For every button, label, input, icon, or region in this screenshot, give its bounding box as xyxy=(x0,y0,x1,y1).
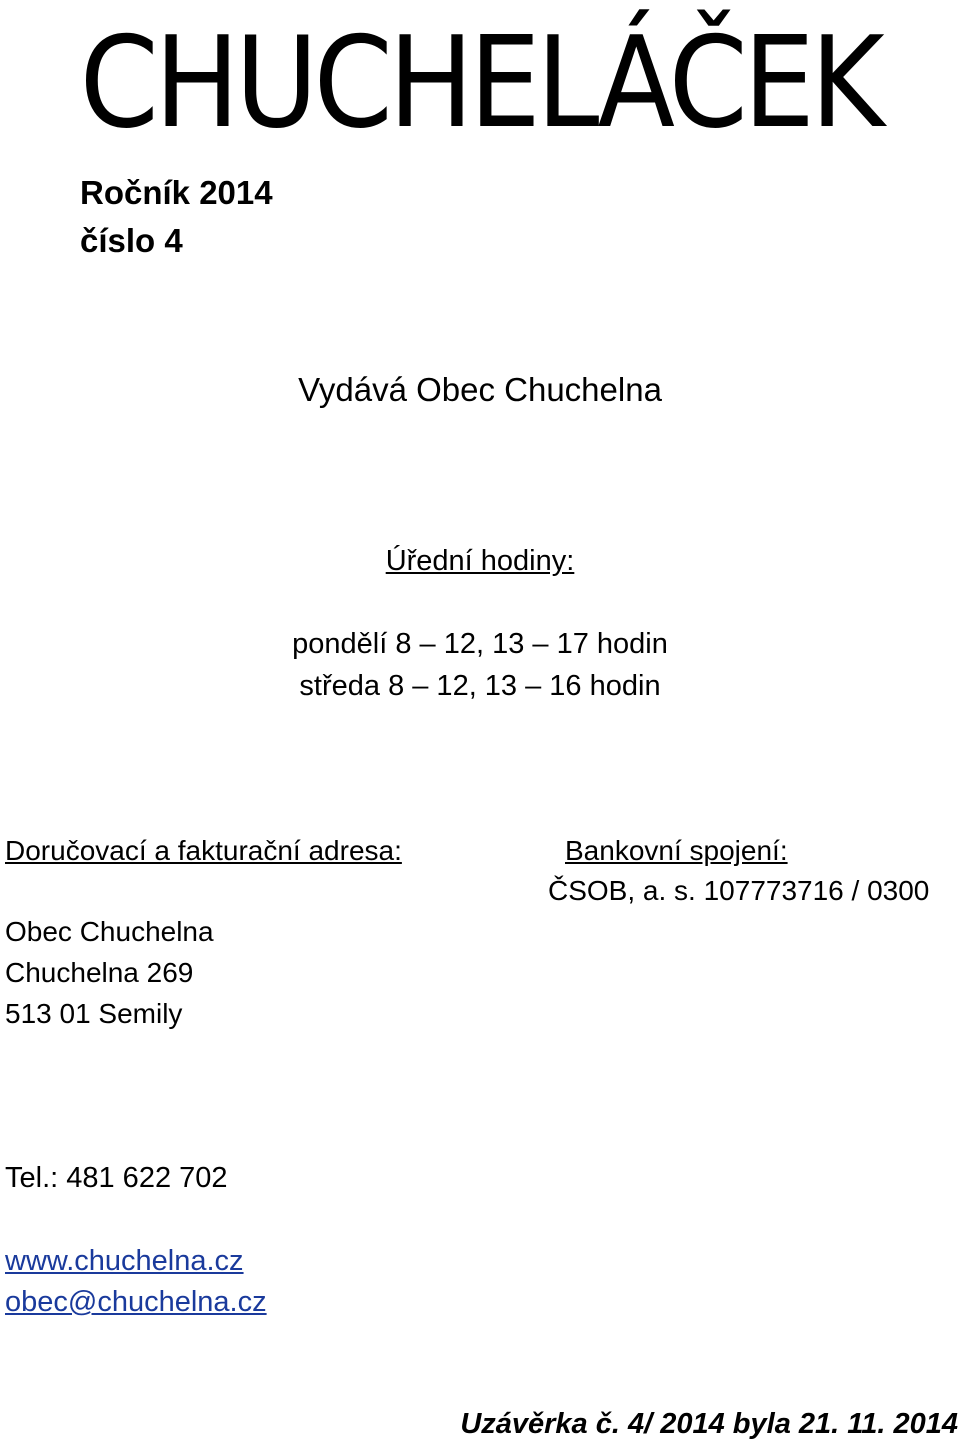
address-line-street: Chuchelna 269 xyxy=(5,957,194,988)
issue-label: číslo 4 xyxy=(80,222,183,259)
office-hours-heading: Úřední hodiny: xyxy=(385,545,575,577)
address-line-city: 513 01 Semily xyxy=(5,998,183,1029)
office-hours-monday: pondělí 8 – 12, 13 – 17 hodin xyxy=(292,628,668,660)
website-link[interactable]: www.chuchelna.cz xyxy=(5,1245,244,1277)
deadline-note: Uzávěrka č. 4/ 2014 byla 21. 11. 2014 xyxy=(460,1408,958,1440)
office-hours-wednesday: středa 8 – 12, 13 – 16 hodin xyxy=(299,670,661,702)
address-heading: Doručovací a fakturační adresa: xyxy=(5,835,402,866)
email-link[interactable]: obec@chuchelna.cz xyxy=(5,1286,267,1318)
bank-account: ČSOB, a. s. 107773716 / 0300 xyxy=(548,875,930,906)
volume-label: Ročník 2014 xyxy=(80,174,273,211)
phone-number: Tel.: 481 622 702 xyxy=(5,1162,228,1194)
newsletter-title: CHUCHELÁČEK xyxy=(79,9,881,156)
publisher-line: Vydává Obec Chuchelna xyxy=(298,371,662,408)
address-line-name: Obec Chuchelna xyxy=(5,916,214,947)
bank-heading: Bankovní spojení: xyxy=(565,835,788,866)
